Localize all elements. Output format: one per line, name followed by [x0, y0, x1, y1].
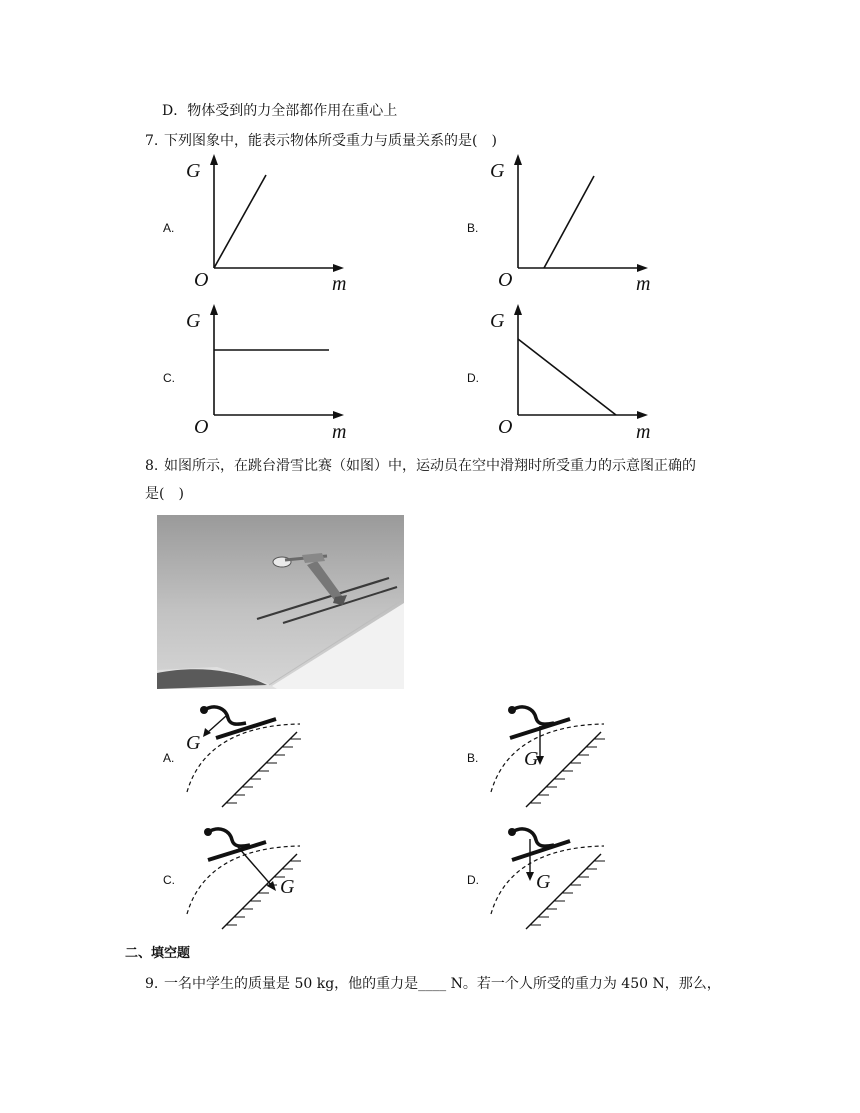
- q7-graph-d-axis-x: m: [636, 421, 651, 443]
- q7-graph-d-axis-y: G: [490, 310, 505, 332]
- q9-text: 一名中学生的质量是 50 kg，他的重力是____ N。若一个人所受的重力为 450 N，那么，: [164, 976, 721, 992]
- q7-graph-a-origin: O: [194, 269, 209, 291]
- q7-graph-b-origin: O: [498, 269, 513, 291]
- q8-option-b-label: B.: [467, 751, 479, 765]
- q8-number: 8.: [145, 458, 159, 474]
- q7-option-c-label: C.: [163, 371, 175, 385]
- q7-option-a-label: A.: [163, 221, 175, 235]
- q8-diagram-b: [484, 697, 634, 812]
- q8-option-c-label: C.: [163, 873, 175, 887]
- q8-stem-line1: 如图所示，在跳台滑雪比赛（如图）中，运动员在空中滑翔时所受重力的示意图正确的: [164, 458, 696, 474]
- q8-diagram-a-force-label: G: [186, 732, 201, 754]
- q7-graph-a-axis-y: G: [186, 160, 201, 182]
- q7-graph-a: [180, 150, 360, 300]
- q7-graph-a-line: [214, 175, 266, 268]
- q8-option-d-label: D.: [467, 873, 479, 887]
- q7-graph-a-axis-x: m: [332, 273, 347, 295]
- q8-diagram-c-force-label: G: [280, 876, 295, 898]
- q7-graph-d: [484, 300, 664, 450]
- q7-graph-d-origin: O: [498, 416, 513, 438]
- q8-diagram-a: [180, 697, 330, 812]
- q8-option-a-label: A.: [163, 751, 175, 765]
- q8-diagram-b-force-label: G: [524, 748, 539, 770]
- q8-diagram-d-force-label: G: [536, 871, 551, 893]
- q8-diagram-c: [180, 819, 330, 934]
- q7-graph-b: [484, 150, 664, 300]
- q7-graph-c-axis-y: G: [186, 310, 201, 332]
- q8-stem-line2: 是( ): [145, 486, 184, 502]
- q7-option-d-label: D.: [467, 371, 479, 385]
- section-title: 二、填空题: [125, 946, 191, 961]
- q7-graph-c-axis-x: m: [332, 421, 347, 443]
- q7-stem: 下列图象中，能表示物体所受重力与质量关系的是( ): [164, 133, 497, 149]
- q7-number: 7.: [145, 133, 159, 149]
- q7-option-b-label: B.: [467, 221, 479, 235]
- q7-graph-b-axis-y: G: [490, 160, 505, 182]
- q7-graph-c: [180, 300, 360, 450]
- ski-jump-photo: [157, 515, 404, 689]
- q7-graph-c-origin: O: [194, 416, 209, 438]
- q9-number: 9.: [145, 976, 159, 992]
- q6-option-d: D．物体受到的力全部都作用在重心上: [162, 103, 398, 119]
- q7-graph-b-line: [544, 176, 594, 268]
- q7-graph-d-line: [518, 339, 616, 415]
- q7-graph-b-axis-x: m: [636, 273, 651, 295]
- q8-diagram-d: [484, 819, 634, 934]
